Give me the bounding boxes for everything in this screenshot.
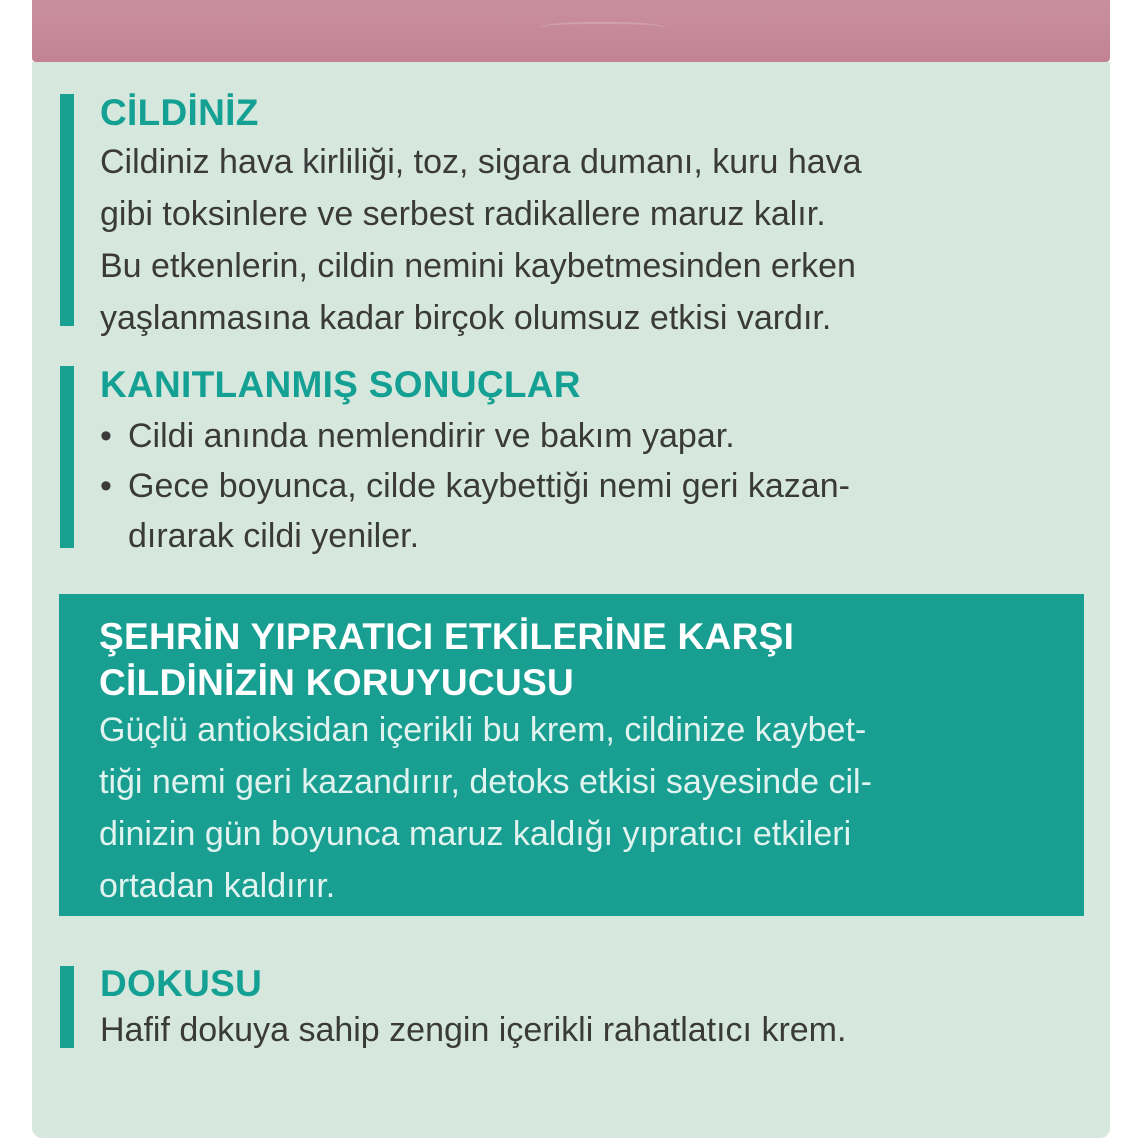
section-accent-bar [60, 966, 74, 1048]
section-kanitlanmis-sonuclar [60, 364, 1060, 555]
body-line: dinizin gün boyunca maruz kaldığı yıpratıcı etkileri [99, 815, 852, 853]
body-line: tiği nemi geri kazandırır, detoks etkisi sayesinde cil- [99, 763, 872, 801]
section-body [100, 136, 862, 344]
section-body [100, 1004, 846, 1056]
body-line: Cildiniz hava kirliliği, toz, sigara dumanı, kuru hava [100, 143, 862, 181]
section-body [99, 704, 872, 912]
body-line: Bu etkenlerin, cildin nemini kaybetmesinden erken [100, 247, 856, 285]
section-heading: CİLDİNİZ [100, 92, 259, 133]
body-line: Hafif dokuya sahip zengin içerikli rahatlatıcı krem. [100, 1011, 847, 1049]
list-item-text: Cildi anında nemlendirir ve bakım yapar. [128, 417, 735, 455]
section-heading [99, 614, 794, 706]
body-line: gibi toksinlere ve serbest radikallere maruz kalır. [100, 195, 826, 233]
body-line: yaşlanmasına kadar birçok olumsuz etkisi vardır. [100, 299, 832, 337]
body-line: Güçlü antioksidan içerikli bu krem, cildinize kaybet- [99, 711, 867, 749]
section-accent-bar [60, 366, 74, 548]
list-item-continuation: dırarak cildi yeniler. [128, 517, 420, 555]
list-item-text: Gece boyunca, cilde kaybettiği nemi geri kazan- [128, 467, 850, 505]
section-body [100, 410, 850, 560]
section-heading: DOKUSU [100, 963, 263, 1004]
list-item [100, 410, 850, 460]
section-accent-bar [60, 94, 74, 326]
heading-line: CİLDİNİZİN KORUYUCUSU [99, 662, 574, 703]
body-line: ortadan kaldırır. [99, 867, 336, 905]
heading-line: ŞEHRİN YIPRATICI ETKİLERİNE KARŞI [99, 616, 795, 657]
section-cildiniz [60, 92, 1060, 337]
bullet-icon: • [100, 467, 112, 505]
package-lid [32, 0, 1110, 62]
bullet-icon: • [100, 417, 112, 455]
section-sehrin-koruyucusu [59, 594, 1084, 916]
section-dokusu [60, 963, 1060, 1056]
list-item [100, 460, 850, 510]
lid-embossed-mark [537, 22, 667, 38]
section-heading: KANITLANMIŞ SONUÇLAR [100, 364, 581, 405]
